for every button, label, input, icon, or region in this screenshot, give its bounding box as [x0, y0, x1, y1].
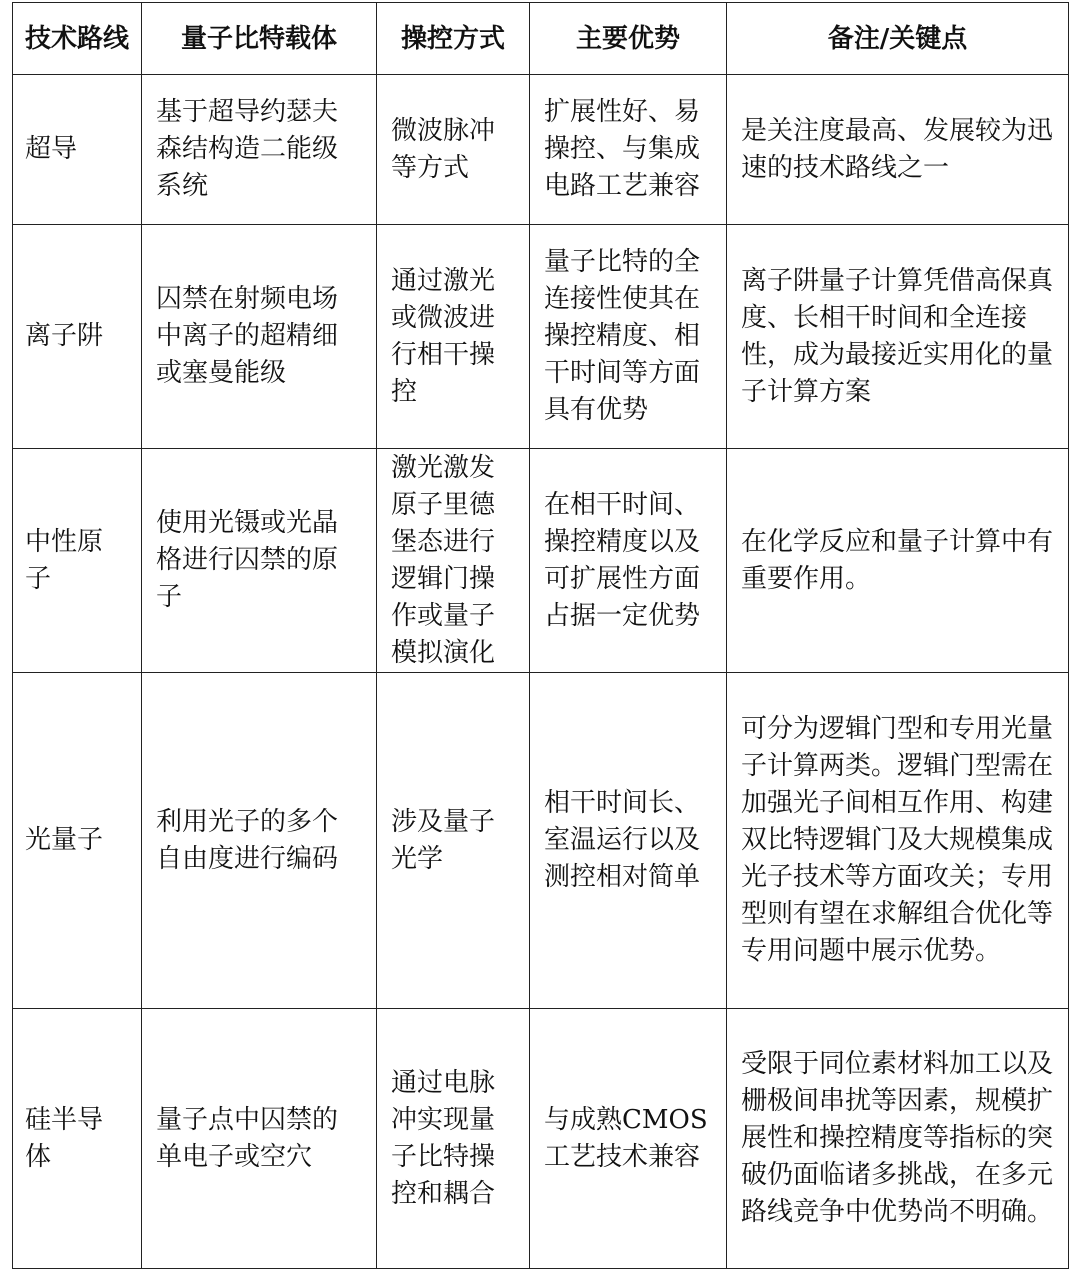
header-route: 技术路线: [13, 3, 142, 75]
cell-note: 在化学反应和量子计算中有重要作用。: [727, 449, 1069, 673]
quantum-tech-routes-table: [12, 2, 1069, 1269]
cell-note: 受限于同位素材料加工以及栅极间串扰等因素，规模扩展性和操控精度等指标的突破仍面临诸多挑战，在多元路线竞争中优势尚不明确。: [727, 1009, 1069, 1269]
cell-note: 是关注度最高、发展较为迅速的技术路线之一: [727, 75, 1069, 225]
table-row: [13, 449, 1069, 673]
cell-route: 硅半导体: [13, 1009, 142, 1269]
header-note: 备注/关键点: [727, 3, 1069, 75]
table-row: [13, 1009, 1069, 1269]
cell-advantage: 扩展性好、易操控、与集成电路工艺兼容: [530, 75, 727, 225]
cell-note: 可分为逻辑门型和专用光量子计算两类。逻辑门型需在加强光子间相互作用、构建双比特逻辑门及大规模集成光子技术等方面攻关；专用型则有望在求解组合优化等专用问题中展示优势。: [727, 673, 1069, 1009]
cell-carrier: 使用光镊或光晶格进行囚禁的原子: [142, 449, 377, 673]
cell-advantage: 与成熟CMOS工艺技术兼容: [530, 1009, 727, 1269]
table-row: [13, 673, 1069, 1009]
cell-control: 通过电脉冲实现量子比特操控和耦合: [377, 1009, 530, 1269]
cell-note: 离子阱量子计算凭借高保真度、长相干时间和全连接性，成为最接近实用化的量子计算方案: [727, 225, 1069, 449]
cell-advantage: 在相干时间、操控精度以及可扩展性方面占据一定优势: [530, 449, 727, 673]
cell-control: 激光激发原子里德堡态进行逻辑门操作或量子模拟演化: [377, 449, 530, 673]
cell-carrier: 利用光子的多个自由度进行编码: [142, 673, 377, 1009]
cell-control: 微波脉冲等方式: [377, 75, 530, 225]
cell-carrier: 基于超导约瑟夫森结构造二能级系统: [142, 75, 377, 225]
cell-route: 离子阱: [13, 225, 142, 449]
table-row: [13, 225, 1069, 449]
cell-carrier: 囚禁在射频电场中离子的超精细或塞曼能级: [142, 225, 377, 449]
cell-carrier: 量子点中囚禁的单电子或空穴: [142, 1009, 377, 1269]
table-header-row: [13, 3, 1069, 75]
cell-control: 通过激光或微波进行相干操控: [377, 225, 530, 449]
table-row: [13, 75, 1069, 225]
header-carrier: 量子比特载体: [142, 3, 377, 75]
header-control: 操控方式: [377, 3, 530, 75]
cell-route: 光量子: [13, 673, 142, 1009]
cell-control: 涉及量子光学: [377, 673, 530, 1009]
header-advantage: 主要优势: [530, 3, 727, 75]
cell-advantage: 量子比特的全连接性使其在操控精度、相干时间等方面具有优势: [530, 225, 727, 449]
cell-advantage: 相干时间长、室温运行以及测控相对简单: [530, 673, 727, 1009]
cell-route: 中性原子: [13, 449, 142, 673]
cell-route: 超导: [13, 75, 142, 225]
